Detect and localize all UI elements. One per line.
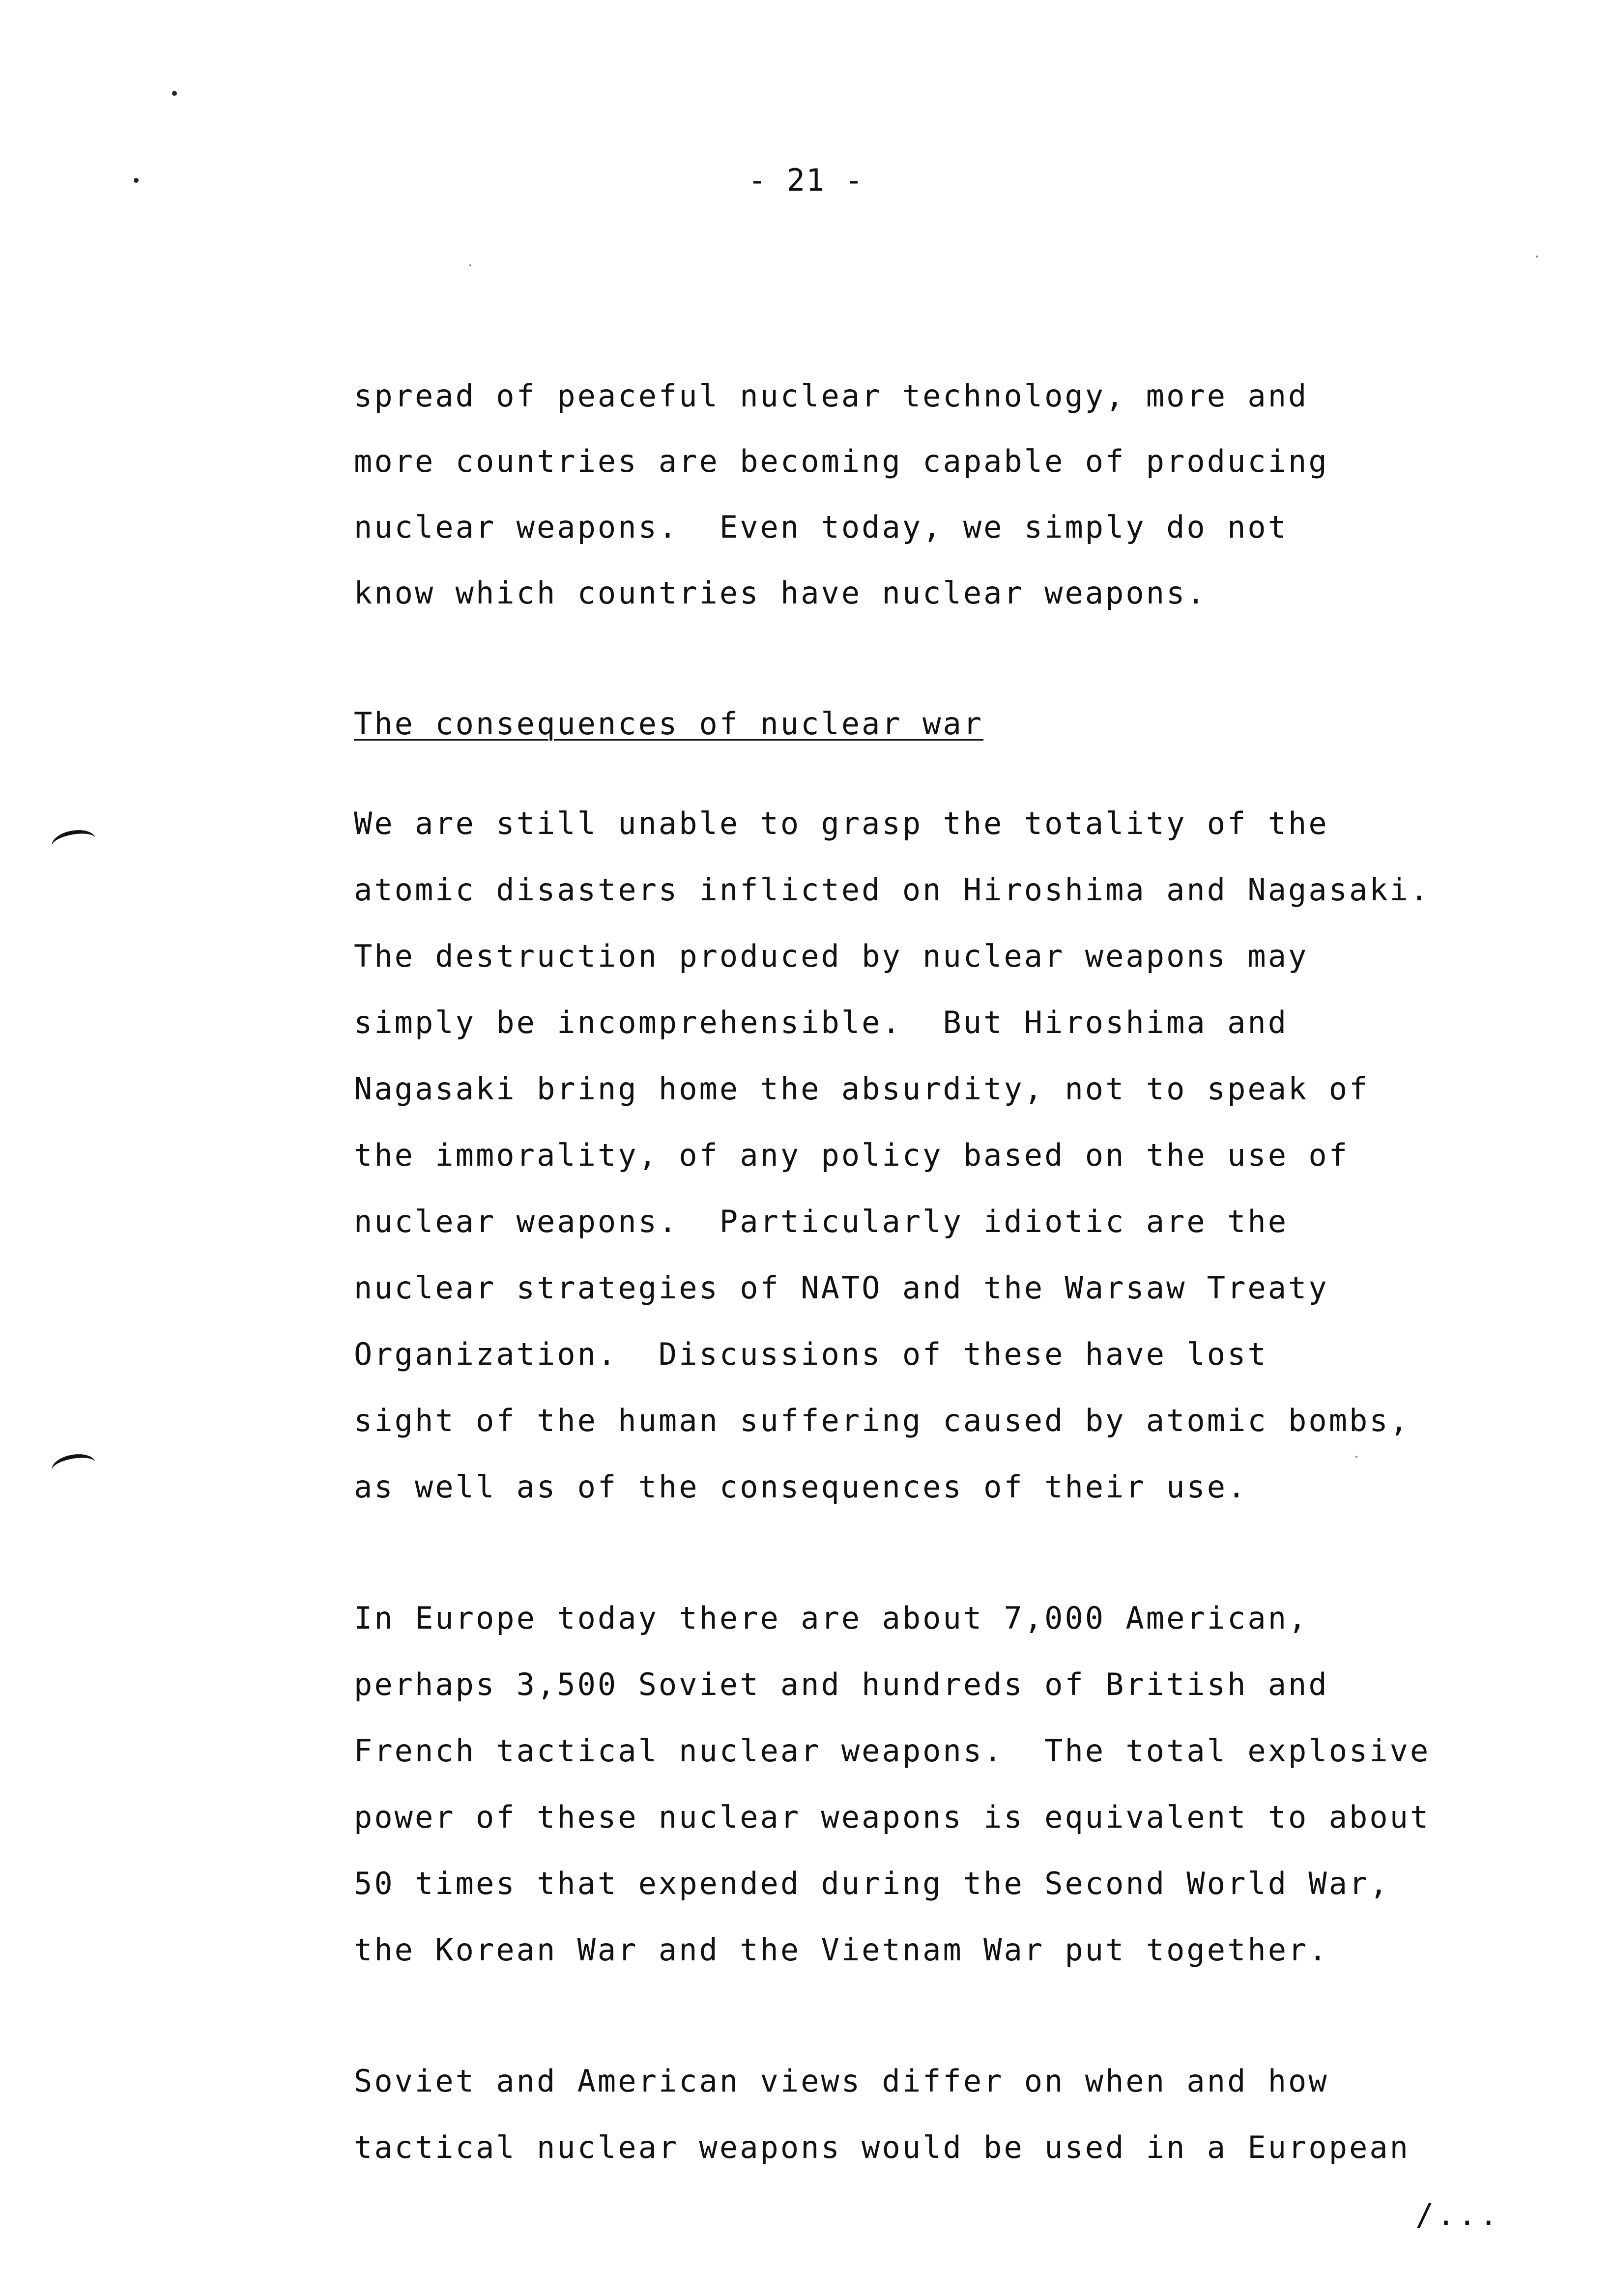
- text-line: nuclear weapons. Particularly idiotic are the: [354, 1204, 1289, 1239]
- text-line: The destruction produced by nuclear weapons may: [354, 938, 1309, 974]
- text-line: simply be incomprehensible. But Hiroshima and: [354, 1004, 1289, 1040]
- scan-speck: [1536, 256, 1538, 258]
- text-line: Soviet and American views differ on when and how: [354, 2063, 1329, 2099]
- margin-bracket-mark: [50, 827, 98, 858]
- text-line: tactical nuclear weapons would be used in a European: [354, 2129, 1410, 2165]
- text-line: In Europe today there are about 7,000 American,: [354, 1600, 1309, 1636]
- text-line: We are still unable to grasp the totality of the: [354, 805, 1329, 841]
- punch-hole-mark: [172, 91, 177, 96]
- section-heading: The consequences of nuclear war: [354, 706, 984, 742]
- text-line: nuclear weapons. Even today, we simply do not: [354, 509, 1289, 545]
- text-line: French tactical nuclear weapons. The total explosive: [354, 1733, 1431, 1769]
- page-number: - 21 -: [748, 162, 864, 198]
- text-line: nuclear strategies of NATO and the Warsaw Treaty: [354, 1270, 1329, 1306]
- margin-bracket-mark: [50, 1451, 98, 1482]
- text-line: the Korean War and the Vietnam War put together.: [354, 1932, 1329, 1968]
- text-line: 50 times that expended during the Second World War,: [354, 1866, 1390, 1901]
- text-line: more countries are becoming capable of producing: [354, 443, 1329, 479]
- text-line: sight of the human suffering caused by atomic bombs,: [354, 1403, 1410, 1438]
- text-line: spread of peaceful nuclear technology, more and: [354, 378, 1309, 414]
- text-line: atomic disasters inflicted on Hiroshima and Nagasaki.: [354, 872, 1431, 908]
- continuation-mark: /...: [1415, 2197, 1501, 2233]
- text-line: know which countries have nuclear weapons.: [354, 575, 1207, 611]
- text-line: Organization. Discussions of these have lost: [354, 1336, 1268, 1372]
- text-line: the immorality, of any policy based on the use of: [354, 1137, 1350, 1173]
- text-line: Nagasaki bring home the absurdity, not to speak of: [354, 1071, 1370, 1107]
- text-line: perhaps 3,500 Soviet and hundreds of British and: [354, 1666, 1329, 1702]
- text-line: as well as of the consequences of their use.: [354, 1469, 1248, 1505]
- text-line: power of these nuclear weapons is equivalent to about: [354, 1799, 1431, 1835]
- scan-speck: [469, 264, 471, 266]
- scan-speck: [1355, 1456, 1357, 1458]
